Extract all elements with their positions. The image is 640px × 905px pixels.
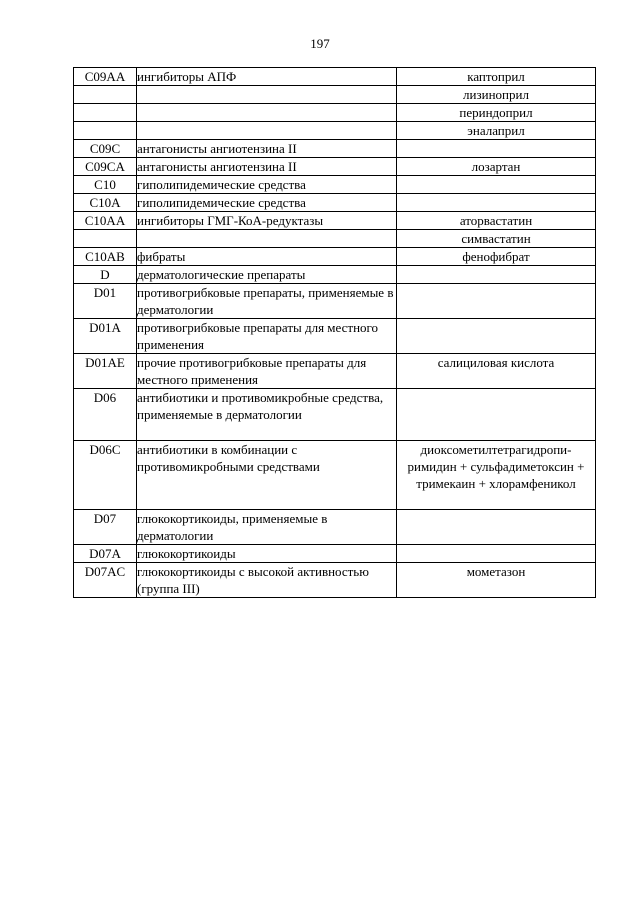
pharmacological-group-cell: дерматологические препараты	[137, 266, 397, 284]
drug-name-cell	[397, 140, 596, 158]
atc-code-cell: D06C	[74, 441, 137, 510]
atc-code-cell: C10A	[74, 194, 137, 212]
pharmacological-group-cell: глюкокортикоиды с высокой активностью (группа III)	[137, 563, 397, 598]
drug-name-cell: фенофибрат	[397, 248, 596, 266]
pharmacological-group-cell: ингибиторы АПФ	[137, 68, 397, 86]
table-row	[74, 248, 596, 266]
table-row	[74, 545, 596, 563]
table-row	[74, 441, 596, 510]
drug-name-cell: мометазон	[397, 563, 596, 598]
drug-name-cell: лозартан	[397, 158, 596, 176]
drug-name-cell: периндоприл	[397, 104, 596, 122]
atc-code-cell	[74, 230, 137, 248]
drug-name-cell	[397, 194, 596, 212]
table-row	[74, 563, 596, 598]
pharmacological-group-cell: противогрибковые препараты, применяемые в дерматологии	[137, 284, 397, 319]
pharmacological-group-cell: гиполипидемические средства	[137, 194, 397, 212]
table-row	[74, 86, 596, 104]
pharmacological-group-cell: гиполипидемические средства	[137, 176, 397, 194]
table-row	[74, 389, 596, 441]
table-row	[74, 122, 596, 140]
table-row	[74, 266, 596, 284]
table-row	[74, 68, 596, 86]
pharmacological-group-cell: антагонисты ангиотензина II	[137, 140, 397, 158]
atc-code-cell: D01AE	[74, 354, 137, 389]
table-row	[74, 194, 596, 212]
atc-code-cell: C09AA	[74, 68, 137, 86]
drug-name-cell: симвастатин	[397, 230, 596, 248]
pharmacological-group-cell: антагонисты ангиотензина II	[137, 158, 397, 176]
pharmacological-group-cell	[137, 86, 397, 104]
table-row	[74, 176, 596, 194]
drug-name-cell: эналаприл	[397, 122, 596, 140]
atc-code-cell	[74, 86, 137, 104]
atc-code-cell: C10AB	[74, 248, 137, 266]
drug-name-cell	[397, 284, 596, 319]
drug-name-cell	[397, 389, 596, 441]
atc-code-cell: D07AC	[74, 563, 137, 598]
atc-code-cell	[74, 122, 137, 140]
drug-name-cell: салициловая кислота	[397, 354, 596, 389]
drug-name-cell	[397, 319, 596, 354]
pharmacological-group-cell: прочие противогрибковые препараты для местного применения	[137, 354, 397, 389]
table-row	[74, 230, 596, 248]
atc-code-cell: D06	[74, 389, 137, 441]
pharmacological-group-cell	[137, 122, 397, 140]
table-row	[74, 158, 596, 176]
drug-name-cell	[397, 266, 596, 284]
atc-code-cell: D	[74, 266, 137, 284]
pharmacological-group-cell: антибиотики в комбинации с противомикробными средствами	[137, 441, 397, 510]
pharmacological-group-cell	[137, 104, 397, 122]
drug-name-cell	[397, 176, 596, 194]
pharmacological-group-cell: противогрибковые препараты для местного применения	[137, 319, 397, 354]
table-row	[74, 354, 596, 389]
table-row	[74, 319, 596, 354]
atc-code-cell: C09CA	[74, 158, 137, 176]
pharmacological-group-cell	[137, 230, 397, 248]
atc-code-cell: D07	[74, 510, 137, 545]
atc-code-cell: D07A	[74, 545, 137, 563]
atc-code-cell: C10	[74, 176, 137, 194]
atc-code-cell: C09C	[74, 140, 137, 158]
atc-code-cell: C10AA	[74, 212, 137, 230]
atc-code-cell: D01	[74, 284, 137, 319]
table-row	[74, 140, 596, 158]
atc-code-cell: D01A	[74, 319, 137, 354]
table-row	[74, 284, 596, 319]
drug-name-cell: лизиноприл	[397, 86, 596, 104]
table-row	[74, 104, 596, 122]
table-row	[74, 212, 596, 230]
atc-code-cell	[74, 104, 137, 122]
pharmacological-group-cell: глюкокортикоиды	[137, 545, 397, 563]
pharmacological-group-cell: глюкокортикоиды, применяемые в дерматологии	[137, 510, 397, 545]
drug-name-cell: каптоприл	[397, 68, 596, 86]
drug-classification-table	[73, 67, 596, 598]
page-number: 197	[310, 36, 330, 51]
drug-name-cell: аторвастатин	[397, 212, 596, 230]
pharmacological-group-cell: фибраты	[137, 248, 397, 266]
drug-name-cell	[397, 545, 596, 563]
pharmacological-group-cell: антибиотики и противомикробные средства, применяемые в дерматологии	[137, 389, 397, 441]
pharmacological-group-cell: ингибиторы ГМГ-КоА-редуктазы	[137, 212, 397, 230]
drug-name-cell: диоксометилтетрагидропи-римидин + сульфадиметоксин + тримекаин + хлорамфеникол	[397, 441, 596, 510]
table-row	[74, 510, 596, 545]
drug-name-cell	[397, 510, 596, 545]
